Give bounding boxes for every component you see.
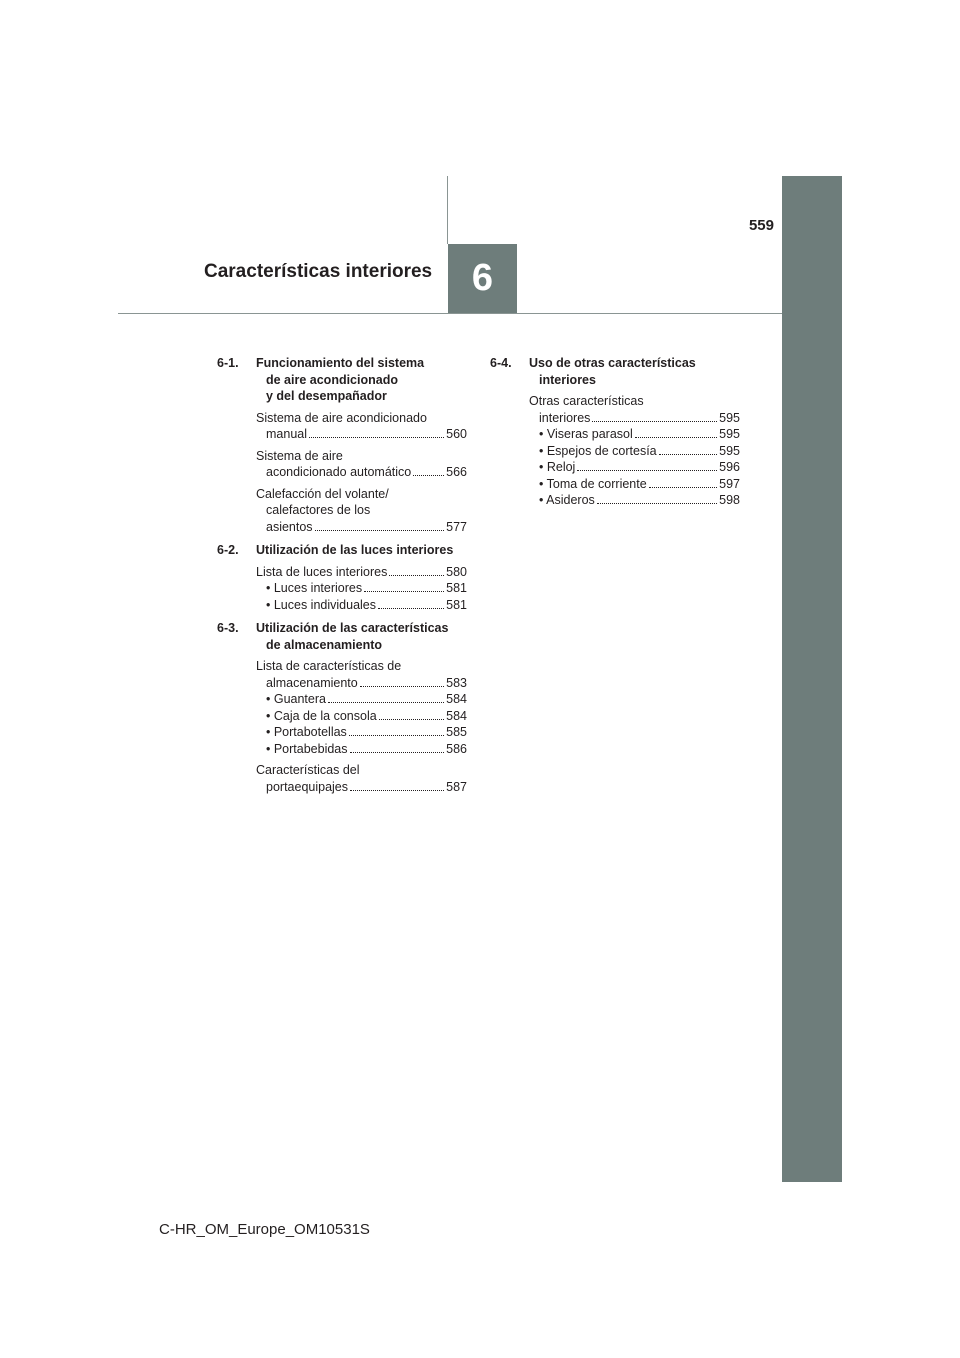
- toc-section: [490, 355, 740, 509]
- toc-subentry-link-label: • Espejos de cortesía: [539, 443, 657, 458]
- toc-subentry-link[interactable]: [256, 708, 467, 725]
- dot-leader: [659, 454, 718, 455]
- toc-subentry-link-label: • Reloj: [539, 460, 576, 474]
- toc-entry-link-label: interiores: [539, 410, 591, 425]
- toc-subentry-link-label: • Guantera: [266, 692, 326, 706]
- toc-subentry-link-page: 597: [719, 476, 740, 491]
- dot-leader: [328, 702, 444, 703]
- dot-leader: [315, 530, 445, 531]
- dot-leader: [360, 686, 444, 687]
- section-number: 6-2.: [217, 543, 239, 557]
- toc-section-heading[interactable]: [217, 355, 467, 405]
- dot-leader: [413, 475, 444, 476]
- section-number: 6-4.: [490, 356, 512, 370]
- dot-leader: [364, 591, 444, 592]
- entry-text-line: Otras características: [529, 394, 644, 408]
- toc-subentry-link[interactable]: [529, 426, 740, 443]
- toc-entry-link[interactable]: [256, 426, 467, 443]
- dot-leader: [577, 470, 717, 471]
- dot-leader: [350, 790, 444, 791]
- toc-subentry-link[interactable]: [529, 459, 740, 476]
- entry-text-line: Sistema de aire: [256, 448, 343, 463]
- toc-subentry-link-label: • Portabebidas: [266, 741, 348, 756]
- header-vertical-rule: [447, 176, 448, 244]
- toc-entry: [256, 448, 467, 481]
- dot-leader: [649, 487, 717, 488]
- toc-section-heading[interactable]: [217, 620, 467, 653]
- dot-leader: [379, 719, 444, 720]
- toc-entry: [256, 658, 467, 757]
- toc-section: [217, 355, 467, 535]
- toc-left-column: [217, 355, 467, 802]
- section-title: Funcionamiento del sistema de aire acondicionado y del desempañador: [256, 356, 425, 403]
- toc-subentry-link[interactable]: [256, 691, 467, 708]
- toc-subentry-link-page: 581: [446, 597, 467, 612]
- section-title: Utilización de las luces interiores: [256, 543, 454, 557]
- toc-right-column: [490, 355, 740, 516]
- chapter-side-tab: [782, 176, 842, 1182]
- toc-entry: [256, 564, 467, 614]
- document-code: C-HR_OM_Europe_OM10531S: [159, 1221, 370, 1238]
- entry-text-line: Sistema de aire acondicionado: [256, 410, 427, 425]
- toc-entry-link-label: acondicionado automático: [266, 465, 412, 479]
- entry-text-line: Características del: [256, 763, 360, 777]
- section-title: Utilización de las características de almacenamiento: [256, 621, 449, 652]
- toc-subentry-link-page: 596: [719, 460, 740, 474]
- toc-subentry-link-label: • Caja de la consola: [266, 708, 377, 723]
- toc-subentry-link-label: • Luces individuales: [266, 597, 376, 612]
- toc-subentry-link-label: • Viseras parasol: [539, 427, 633, 441]
- toc-subentry-link-label: • Toma de corriente: [539, 476, 647, 491]
- toc-entry-link-page: 560: [446, 427, 467, 441]
- toc-subentry-link[interactable]: [256, 580, 467, 597]
- section-title: Uso de otras características interiores: [529, 356, 696, 387]
- toc-entry-link-page: 580: [446, 564, 467, 579]
- toc-entry-link-page: 583: [446, 675, 467, 690]
- toc-entry-link[interactable]: [256, 779, 467, 796]
- toc-entry-link[interactable]: [256, 519, 467, 536]
- dot-leader: [309, 437, 444, 438]
- section-number: 6-1.: [217, 356, 239, 370]
- toc-subentry-link[interactable]: [256, 741, 467, 758]
- toc-entry-link-page: 577: [446, 519, 467, 534]
- toc-subentry-link[interactable]: [529, 443, 740, 460]
- chapter-title: Características interiores: [204, 261, 433, 282]
- toc-entry-link-label: Lista de luces interiores: [256, 564, 388, 579]
- header-horizontal-rule: [118, 313, 782, 314]
- toc-entry-link-label: almacenamiento: [266, 675, 358, 690]
- toc-section: [217, 620, 467, 795]
- toc-entry-link[interactable]: [256, 464, 467, 481]
- dot-leader: [350, 752, 445, 753]
- dot-leader: [597, 503, 717, 504]
- toc-subentry-link-label: • Portabotellas: [266, 725, 347, 739]
- toc-entry: [256, 410, 467, 443]
- toc-subentry-link[interactable]: [529, 476, 740, 493]
- section-number: 6-3.: [217, 621, 239, 635]
- toc-subentry-link-label: • Luces interiores: [266, 581, 363, 595]
- toc-subentry-link[interactable]: [529, 492, 740, 509]
- toc-section: [217, 542, 467, 613]
- toc-entry-link-label: portaequipajes: [266, 779, 349, 794]
- dot-leader: [592, 421, 717, 422]
- toc-subentry-link[interactable]: [256, 724, 467, 741]
- entry-text-line: Lista de características de: [256, 659, 402, 673]
- toc-entry-link[interactable]: [256, 564, 467, 581]
- dot-leader: [378, 608, 444, 609]
- dot-leader: [349, 735, 444, 736]
- toc-subentry-link-page: 595: [719, 443, 740, 458]
- toc-entry-link-label: manual: [266, 427, 307, 441]
- toc-subentry-link-page: 585: [446, 725, 467, 739]
- toc-entry-link[interactable]: [529, 410, 740, 427]
- toc-entry: [529, 393, 740, 509]
- toc-subentry-link-page: 598: [719, 493, 740, 507]
- toc-section-heading[interactable]: [490, 355, 740, 388]
- toc-entry-link-page: 566: [446, 465, 467, 479]
- dot-leader: [389, 575, 444, 576]
- dot-leader: [635, 437, 717, 438]
- chapter-number-box: 6: [448, 244, 517, 313]
- toc-entry-link-page: 587: [446, 779, 467, 794]
- toc-entry: [256, 486, 467, 536]
- toc-entry-link-label: asientos: [266, 519, 313, 534]
- toc-subentry-link-page: 595: [719, 427, 740, 441]
- toc-subentry-link-page: 586: [446, 741, 467, 756]
- toc-section-heading[interactable]: [217, 542, 467, 559]
- toc-subentry-link-page: 581: [446, 581, 467, 595]
- entry-text-line: Calefacción del volante/: [256, 486, 389, 501]
- toc-entry-link[interactable]: [256, 675, 467, 692]
- toc-subentry-link-label: • Asideros: [539, 493, 595, 507]
- page-number: 559: [748, 217, 774, 234]
- toc-entry: [256, 762, 467, 795]
- toc-subentry-link[interactable]: [256, 597, 467, 614]
- toc-entry-link-page: 595: [719, 410, 740, 425]
- toc-subentry-link-page: 584: [446, 692, 467, 706]
- entry-text-line: calefactores de los: [266, 503, 371, 517]
- toc-subentry-link-page: 584: [446, 708, 467, 723]
